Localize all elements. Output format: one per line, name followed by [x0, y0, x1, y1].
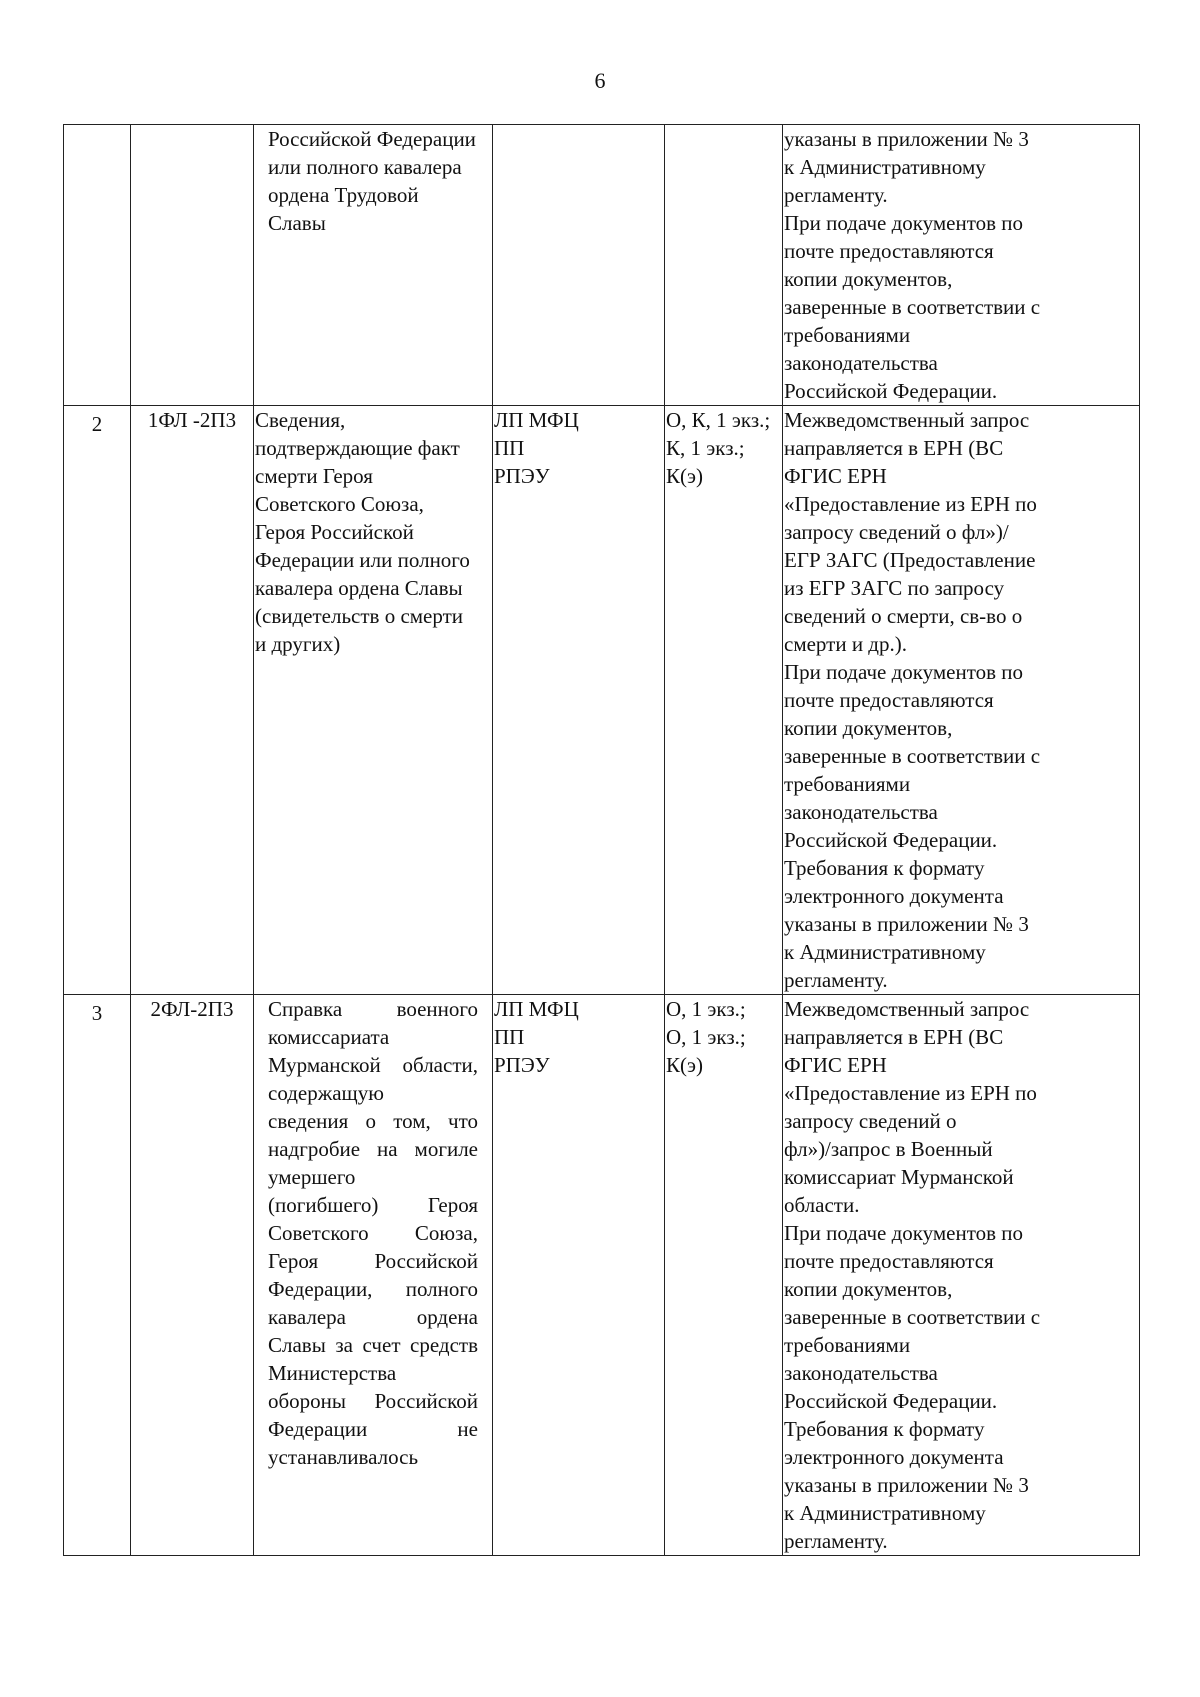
document-description-cell — [254, 995, 493, 1556]
description-line: Федерации не — [268, 1417, 478, 1441]
row-number-cell: 3 — [64, 995, 131, 1556]
document-form-cell — [665, 125, 783, 406]
description-line: Героя Российской — [268, 1249, 478, 1273]
table-row — [64, 125, 1140, 406]
description-line: комиссариата — [268, 1025, 390, 1049]
description-line: умершего — [268, 1165, 356, 1189]
document-code-cell: 1ФЛ -2П3 — [131, 406, 254, 995]
description-line: устанавливалось — [268, 1445, 419, 1469]
document-description-cell: Российской Федерации или полного кавалера ордена Трудовой Славы — [254, 125, 493, 406]
row-number-cell — [64, 125, 131, 406]
description-line: Министерства — [268, 1361, 397, 1385]
description-line: Советского Союза, — [268, 1221, 478, 1245]
description-line: содержащую — [268, 1081, 384, 1105]
document-code-cell: 2ФЛ-2П3 — [131, 995, 254, 1556]
submission-method-cell: ЛП МФЦ ПП РПЭУ — [493, 406, 665, 995]
note-cell: Межведомственный запрос направляется в ЕРН (ВС ФГИС ЕРН «Предоставление из ЕРН по запросу сведений о фл»)/ ЕГР ЗАГС (Предоставление из ЕГР ЗАГС по запросу сведений о смерти, св-во о смерти и др.). При подаче документов по почте предоставляются копии документов, заверенные в соответствии с требованиями законодательства Российской Федерации. Требования к формату электронного документа указаны в приложении № 3 к Административному регламенту. — [783, 406, 1140, 995]
documents-table — [63, 124, 1140, 1556]
description-line: кавалера ордена — [268, 1305, 478, 1329]
document-form-cell: О, К, 1 экз.; К, 1 экз.; К(э) — [665, 406, 783, 995]
description-line: обороны Российской — [268, 1389, 478, 1413]
description-line: надгробие на могиле — [268, 1137, 478, 1161]
table-row — [64, 995, 1140, 1556]
note-cell: Межведомственный запрос направляется в ЕРН (ВС ФГИС ЕРН «Предоставление из ЕРН по запросу сведений о фл»)/запрос в Военный комиссариат Мурманской области. При подаче документов по почте предоставляются копии документов, заверенные в соответствии с требованиями законодательства Российской Федерации. Требования к формату электронного документа указаны в приложении № 3 к Административному регламенту. — [783, 995, 1140, 1556]
description-line: сведения о том, что — [268, 1109, 478, 1133]
table-row — [64, 406, 1140, 995]
row-number-cell: 2 — [64, 406, 131, 995]
page-number: 6 — [594, 68, 606, 93]
description-line: Мурманской области, — [268, 1053, 478, 1077]
document-form-cell: О, 1 экз.; О, 1 экз.; К(э) — [665, 995, 783, 1556]
note-cell: указаны в приложении № 3 к Административному регламенту. При подаче документов по почте предоставляются копии документов, заверенные в соответствии с требованиями законодательства Российской Федерации. — [783, 125, 1140, 406]
description-line: Федерации, полного — [268, 1277, 478, 1301]
description-line: Славы за счет средств — [268, 1333, 478, 1357]
description-line: Справка военного — [268, 997, 478, 1021]
submission-method-cell — [493, 125, 665, 406]
document-code-cell — [131, 125, 254, 406]
submission-method-cell: ЛП МФЦ ПП РПЭУ — [493, 995, 665, 1556]
document-description-cell: Сведения, подтверждающие факт смерти Героя Советского Союза, Героя Российской Федерации или полного кавалера ордена Славы (свидетельств о смерти и других) — [254, 406, 493, 995]
description-line: (погибшего) Героя — [268, 1193, 478, 1217]
